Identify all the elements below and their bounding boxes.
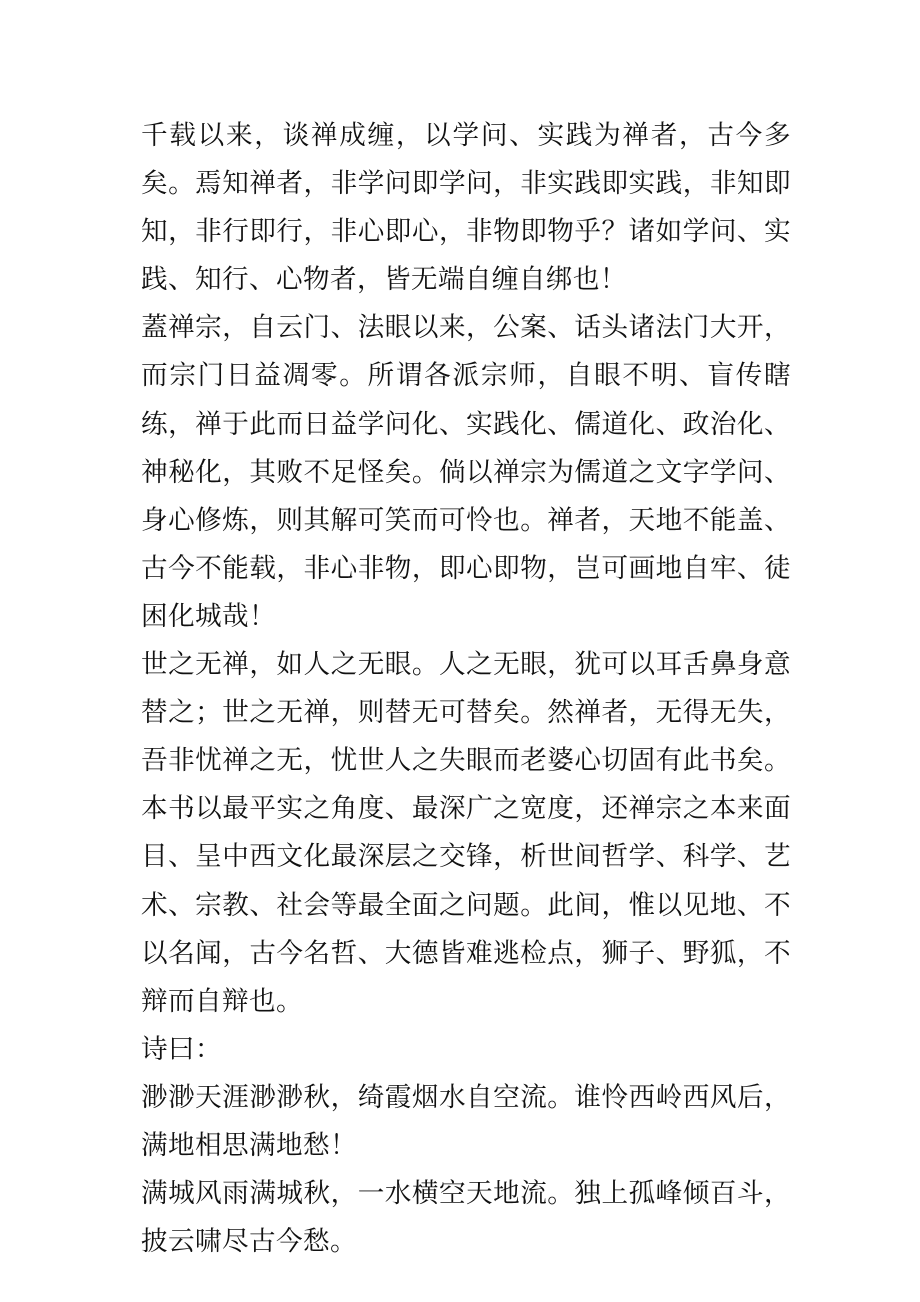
paragraph-world-without-zen: 世之无禅，如人之无眼。人之无眼，犹可以耳舌鼻身意替之；世之无禅，则替无可替矣。然禅者，无得无失，吾非忧禅之无，忧世人之失眼而老婆心切固有此书矣。本书以最平实之角度、最深广之宽度，还禅宗之本来面目、呈中西文化最深层之交锋，析世间哲学、科学、艺术、宗教、社会等最全面之问题。此间，惟以见地、不以名闻，古今名哲、大德皆难逃检点，狮子、野狐，不辩而自辩也。 [141, 649, 791, 1017]
paragraph-intro: 千载以来，谈禅成缠，以学问、实践为禅者，古今多矣。焉知禅者，非学问即学问，非实践即实践，非知即知，非行即行，非心即心，非物即物乎？诸如学问、实践、知行、心物者，皆无端自缠自绑也！ [141, 120, 791, 296]
poem-verse-1: 渺渺天涯渺渺秋，绮霞烟水自空流。谁怜西岭西风后，满地相思满地愁！ [141, 1081, 791, 1161]
document-body [141, 112, 791, 1266]
poem-verse-2: 满城风雨满城秋，一水横空天地流。独上孤峰倾百斗，披云啸尽古今愁。 [141, 1178, 791, 1258]
paragraph-zen-school: 蓋禅宗，自云门、法眼以来，公案、话头诸法门大开，而宗门日益凋零。所谓各派宗师，自眼不明、盲传瞎练，禅于此而日益学问化、实践化、儒道化、政治化、神秘化，其败不足怪矣。倘以禅宗为儒道之文字学问、身心修炼，则其解可笑而可怜也。禅者，天地不能盖、古今不能载，非心非物，即心即物，岂可画地自牢、徒困化城哉！ [141, 312, 791, 632]
poem-heading: 诗曰： [141, 1033, 222, 1065]
